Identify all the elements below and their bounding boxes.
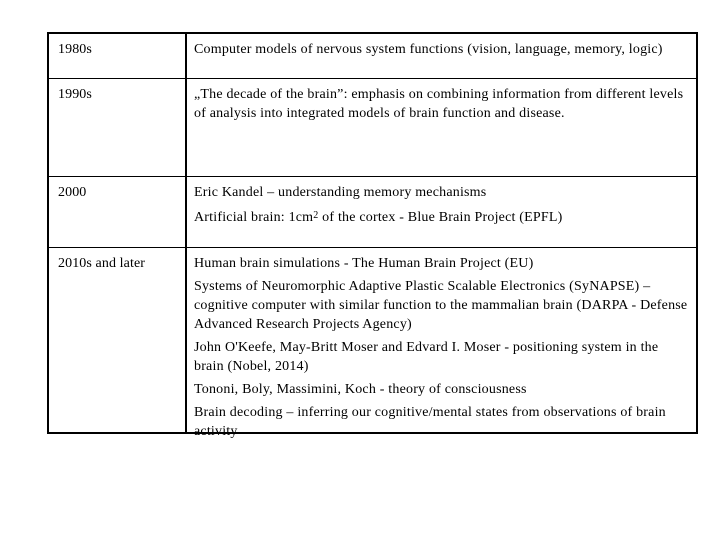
- text-part: of the cortex - Blue Brain Project (EPFL): [318, 210, 563, 225]
- description-text: Systems of Neuromorphic Adaptive Plastic Scalable Electronics (SyNAPSE) – cognitive computer with similar function to the mammalian brain (DARPA - Defense Advanced Research Projects Agency): [194, 279, 688, 332]
- description-text: John O'Keefe, May-Britt Moser and Edvard I. Moser - positioning system in the brain (Nobel, 2014): [194, 340, 659, 374]
- year-cell: 1980s: [58, 42, 92, 57]
- description-cell: [194, 85, 690, 123]
- description-text: Computer models of nervous system functions (vision, language, memory, logic): [194, 42, 663, 57]
- description-text: Tononi, Boly, Massimini, Koch - theory of consciousness: [194, 382, 527, 397]
- description-text: „The decade of the brain”: emphasis on combining information from different levels of analysis into integrated models of brain function and disease.: [194, 87, 684, 121]
- description-cell: [194, 40, 690, 59]
- description-text: Eric Kandel – understanding memory mechanisms: [194, 185, 487, 200]
- timeline-table: [47, 32, 698, 439]
- description-text: Human brain simulations - The Human Brain Project (EU): [194, 256, 534, 271]
- description-text: Brain decoding – inferring our cognitive/mental states from observations of brain activity: [194, 405, 666, 439]
- table-row: [49, 79, 696, 177]
- year-cell: 2000: [58, 185, 87, 200]
- year-cell: 1990s: [58, 87, 92, 102]
- superscript: 2: [313, 210, 319, 221]
- description-cell: [194, 183, 690, 227]
- table-row: [49, 34, 696, 79]
- text-part: Artificial brain: 1cm: [194, 210, 314, 225]
- description-text-artificial-brain: [194, 206, 690, 227]
- table-row: [49, 248, 696, 439]
- year-cell: 2010s and later: [58, 256, 146, 271]
- table-row: [49, 177, 696, 248]
- description-cell: [194, 254, 690, 441]
